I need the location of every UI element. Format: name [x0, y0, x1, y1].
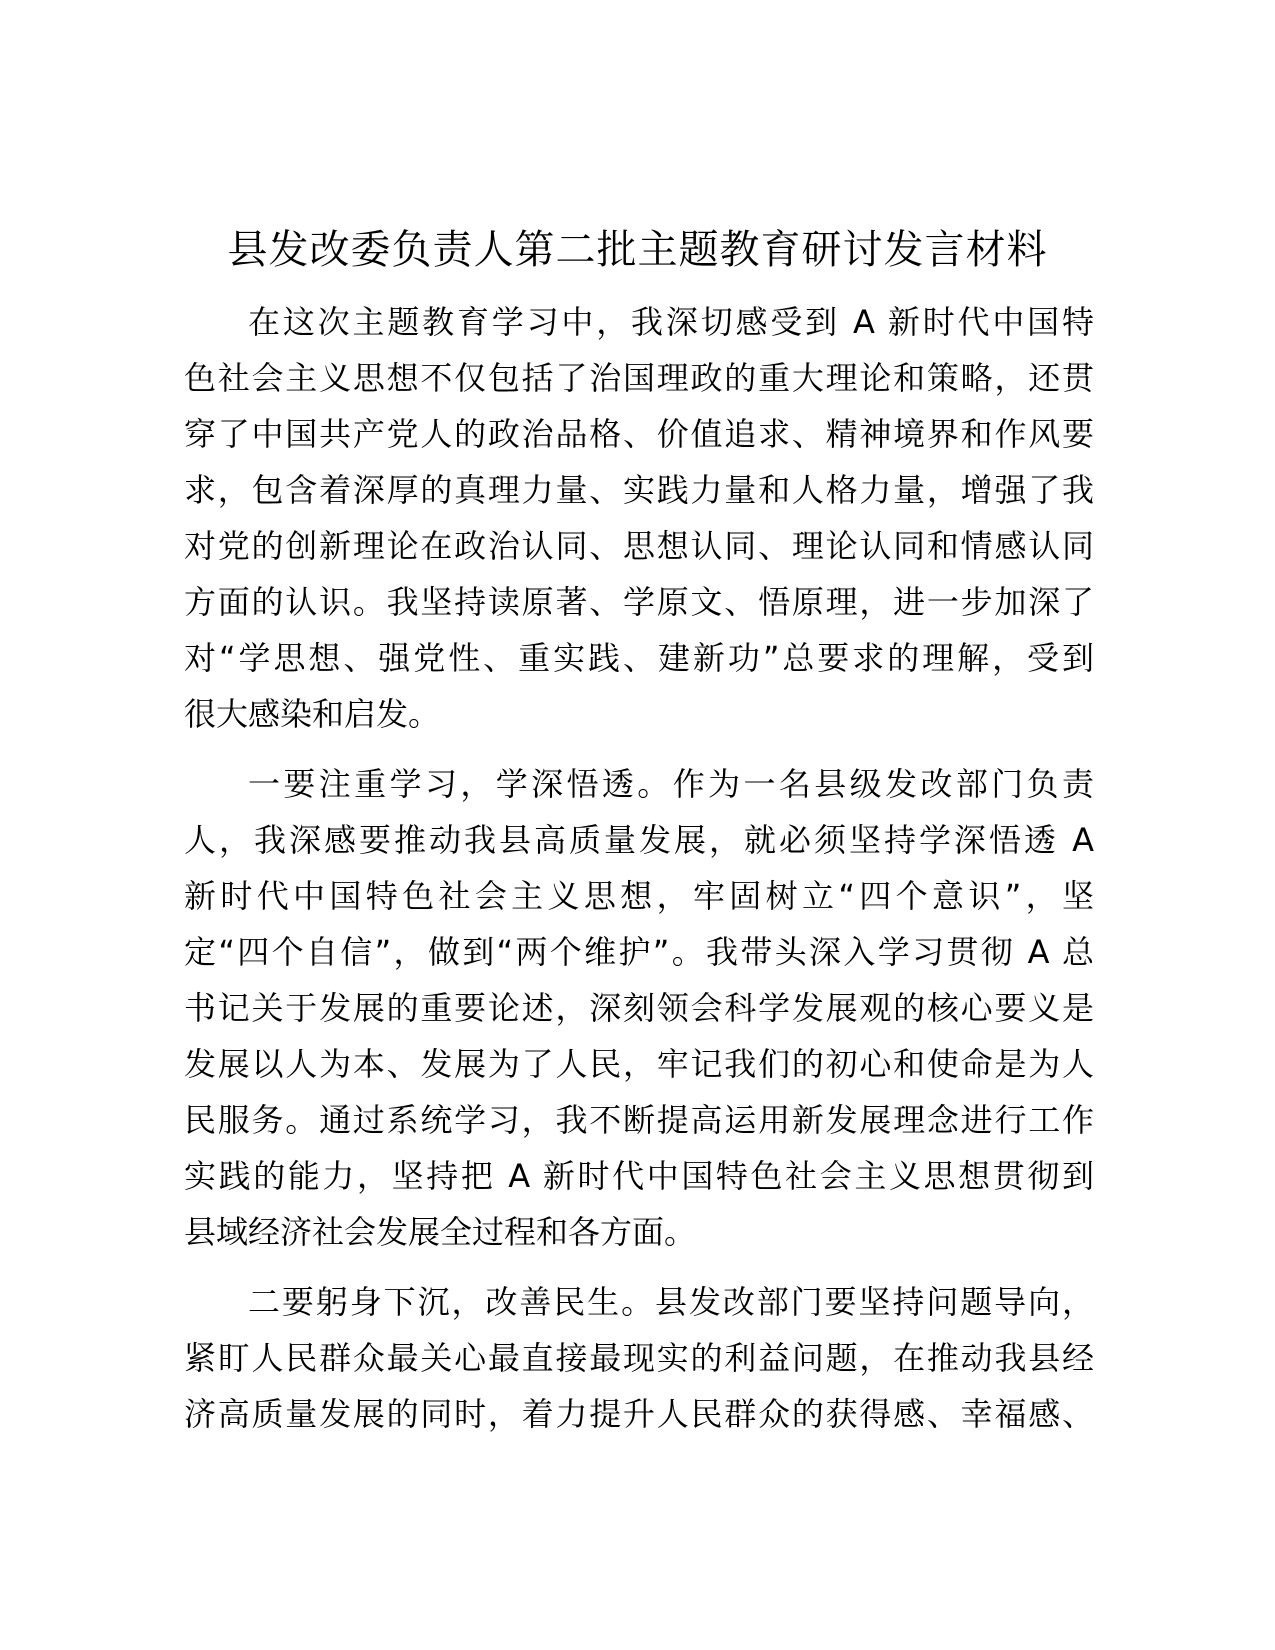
text-line: 济高质量发展的同时，着力提升人民群众的获得感、幸福感、	[184, 1395, 1094, 1433]
text-line: 实践的能力，坚持把 A 新时代中国特色社会主义思想贯彻到	[184, 1157, 1094, 1195]
document-body	[184, 294, 1094, 1456]
text-line: 求，包含着深厚的真理力量、实践力量和人格力量，增强了我	[184, 471, 1094, 509]
text-line: 对党的创新理论在政治认同、思想认同、理论认同和情感认同	[184, 527, 1094, 565]
document-title: 县发改委负责人第二批主题教育研讨发言材料	[227, 227, 1048, 273]
text-line: 发展以人为本、发展为了人民，牢记我们的初心和使命是为人	[184, 1045, 1094, 1083]
text-line: 一要注重学习，学深悟透。作为一名县级发改部门负责	[248, 765, 1094, 803]
text-line: 二要躬身下沉，改善民生。县发改部门要坚持问题导向，	[248, 1283, 1094, 1321]
paragraph-intro	[184, 294, 1094, 742]
paragraph-study	[184, 756, 1094, 1260]
text-line: 书记关于发展的重要论述，深刻领会科学发展观的核心要义是	[184, 989, 1094, 1027]
text-line: 定“四个自信”，做到“两个维护”。我带头深入学习贯彻 A 总	[184, 933, 1094, 971]
text-line: 县域经济社会发展全过程和各方面。	[184, 1213, 697, 1251]
text-line: 在这次主题教育学习中，我深切感受到 A 新时代中国特	[248, 303, 1094, 341]
text-line: 新时代中国特色社会主义思想，牢固树立“四个意识”，坚	[184, 877, 1094, 915]
text-line: 色社会主义思想不仅包括了治国理政的重大理论和策略，还贯	[184, 359, 1094, 397]
text-line: 对“学思想、强党性、重实践、建新功”总要求的理解，受到	[184, 639, 1094, 677]
text-line: 民服务。通过系统学习，我不断提高运用新发展理念进行工作	[184, 1101, 1094, 1139]
text-line: 人，我深感要推动我县高质量发展，就必须坚持学深悟透 A	[184, 821, 1094, 859]
text-line: 穿了中国共产党人的政治品格、价值追求、精神境界和作风要	[184, 415, 1094, 453]
text-line: 很大感染和启发。	[184, 695, 441, 733]
paragraph-livelihood	[184, 1274, 1094, 1442]
text-line: 方面的认识。我坚持读原著、学原文、悟原理，进一步加深了	[184, 583, 1094, 621]
text-line: 紧盯人民群众最关心最直接最现实的利益问题，在推动我县经	[184, 1339, 1094, 1377]
